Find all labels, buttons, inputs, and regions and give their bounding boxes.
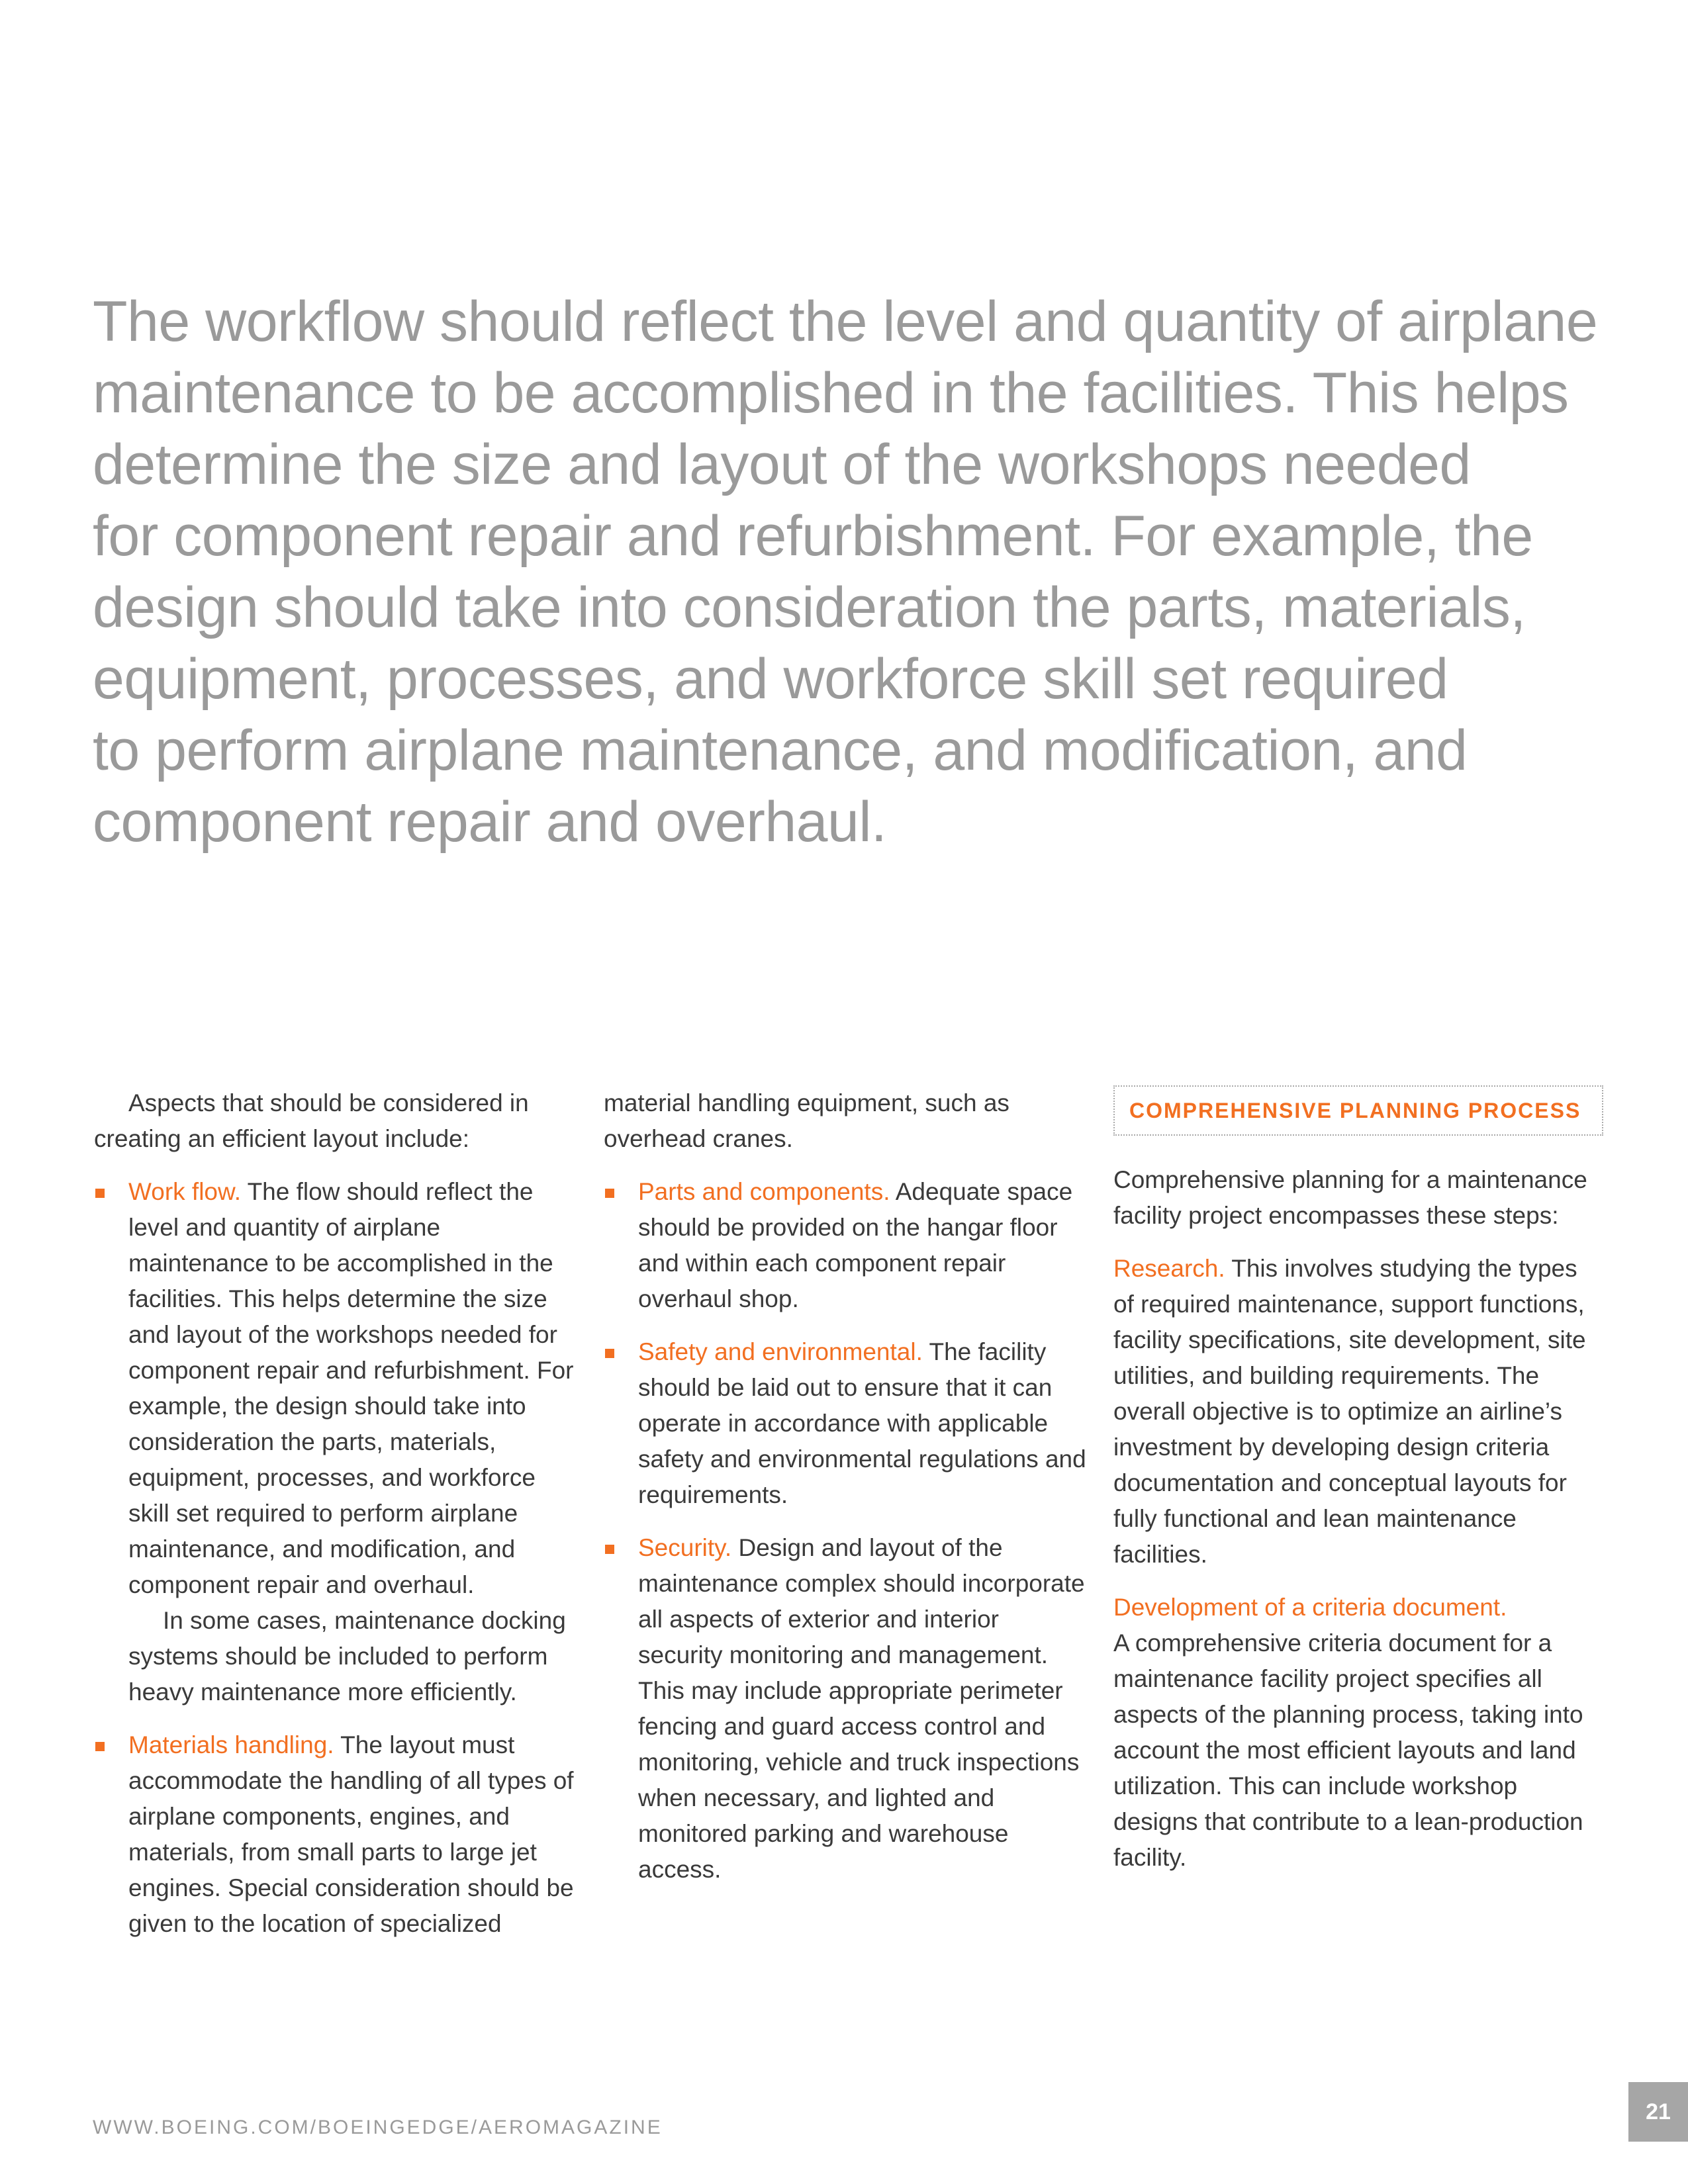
bullet-security <box>604 1530 1087 1888</box>
sidebar-intro: Comprehensive planning for a maintenance facility project encompasses these steps: <box>1113 1166 1587 1229</box>
sidebar-item-criteria-document <box>1113 1590 1603 1876</box>
page-number-badge: 21 <box>1628 2082 1688 2142</box>
column-intro: Aspects that should be considered in creating an efficient layout include: <box>94 1089 529 1152</box>
bullet-safety-and-environmental <box>604 1334 1087 1513</box>
bullet-text: The flow should reflect the level and quantity of airplane maintenance to be accomplished in the facilities. This helps determine the size and layout of the workshops needed for component repair and refurbishment. For example, the design should take into consideration the parts, materials, equipment, processes, and workforce skill set required to perform airplane maintenance, and modification, and component repair and overhaul. <box>128 1178 574 1598</box>
bullet-square-icon <box>605 1545 614 1554</box>
bullet-heading: Materials handling. <box>128 1731 334 1758</box>
sidebar-item-heading: Development of a criteria document. <box>1113 1594 1507 1621</box>
bullet-square-icon <box>95 1742 105 1751</box>
bullet-square-icon <box>605 1189 614 1198</box>
sidebar-item-text: This involves studying the types of required maintenance, support functions, facility specifications, site development, site utilities, and building requirements. The overall objective is to optimize an airline’s investment by developing design criteria documentation and conceptual layouts for fully functional and lean maintenance facilities. <box>1113 1255 1586 1568</box>
bullet-extra-paragraph: In some cases, maintenance docking systems should be included to perform heavy maintenance more efficiently. <box>128 1607 566 1706</box>
pull-quote-line: determine the size and layout of the workshops needed <box>93 433 1471 496</box>
footer-url: WWW.BOEING.COM/BOEINGEDGE/AEROMAGAZINE <box>93 2116 663 2138</box>
sidebar-item-research <box>1113 1251 1603 1572</box>
sidebar-title: COMPREHENSIVE PLANNING PROCESS <box>1113 1085 1603 1136</box>
pull-quote-line: equipment, processes, and workforce skill set required <box>93 647 1448 711</box>
body-column-1 <box>94 1085 577 1942</box>
bullet-text: The facility should be laid out to ensure that it can operate in accordance with applicable safety and environmental regulations and requirements. <box>638 1338 1086 1508</box>
pull-quote-line: component repair and overhaul. <box>93 790 887 854</box>
bullet-square-icon <box>95 1189 105 1198</box>
column-continuation: material handling equipment, such as overhead cranes. <box>604 1089 1009 1152</box>
sidebar-item-text: A comprehensive criteria document for a maintenance facility project specifies all aspects of the planning process, taking into account the most efficient layouts and land utilization. This can include workshop designs that contribute to a lean-production facility. <box>1113 1629 1583 1871</box>
bullet-heading: Security. <box>638 1534 732 1561</box>
bullet-text: Adequate space should be provided on the hangar floor and within each component repair overhaul shop. <box>638 1178 1073 1312</box>
body-column-2 <box>604 1085 1087 1888</box>
pull-quote <box>93 286 1615 858</box>
bullet-square-icon <box>605 1349 614 1358</box>
bullet-text: The layout must accommodate the handling of all types of airplane components, engines, and materials, from small parts to large jet engines. Special consideration should be given to the location of specialized <box>128 1731 574 1937</box>
pull-quote-line: maintenance to be accomplished in the facilities. This helps <box>93 361 1569 425</box>
bullet-materials-handling <box>94 1727 577 1942</box>
pull-quote-line: The workflow should reflect the level and quantity of airplane <box>93 290 1598 353</box>
sidebar-body <box>1113 1162 1603 1876</box>
bullet-work-flow <box>94 1174 577 1710</box>
pull-quote-line: to perform airplane maintenance, and modification, and <box>93 719 1468 782</box>
bullet-text: Design and layout of the maintenance complex should incorporate all aspects of exterior and interior security monitoring and management. This may include appropriate perimeter fencing and guard access control and monitoring, vehicle and truck inspections when necessary, and lighted and monitored parking and warehouse access. <box>638 1534 1085 1883</box>
sidebar-item-heading: Research. <box>1113 1255 1225 1282</box>
bullet-heading: Safety and environmental. <box>638 1338 923 1365</box>
bullet-heading: Parts and components. <box>638 1178 890 1205</box>
pull-quote-line: design should take into consideration the parts, materials, <box>93 576 1526 639</box>
bullet-parts-and-components <box>604 1174 1087 1317</box>
sidebar <box>1113 1085 1603 1876</box>
bullet-heading: Work flow. <box>128 1178 241 1205</box>
pull-quote-line: for component repair and refurbishment. For example, the <box>93 504 1533 568</box>
